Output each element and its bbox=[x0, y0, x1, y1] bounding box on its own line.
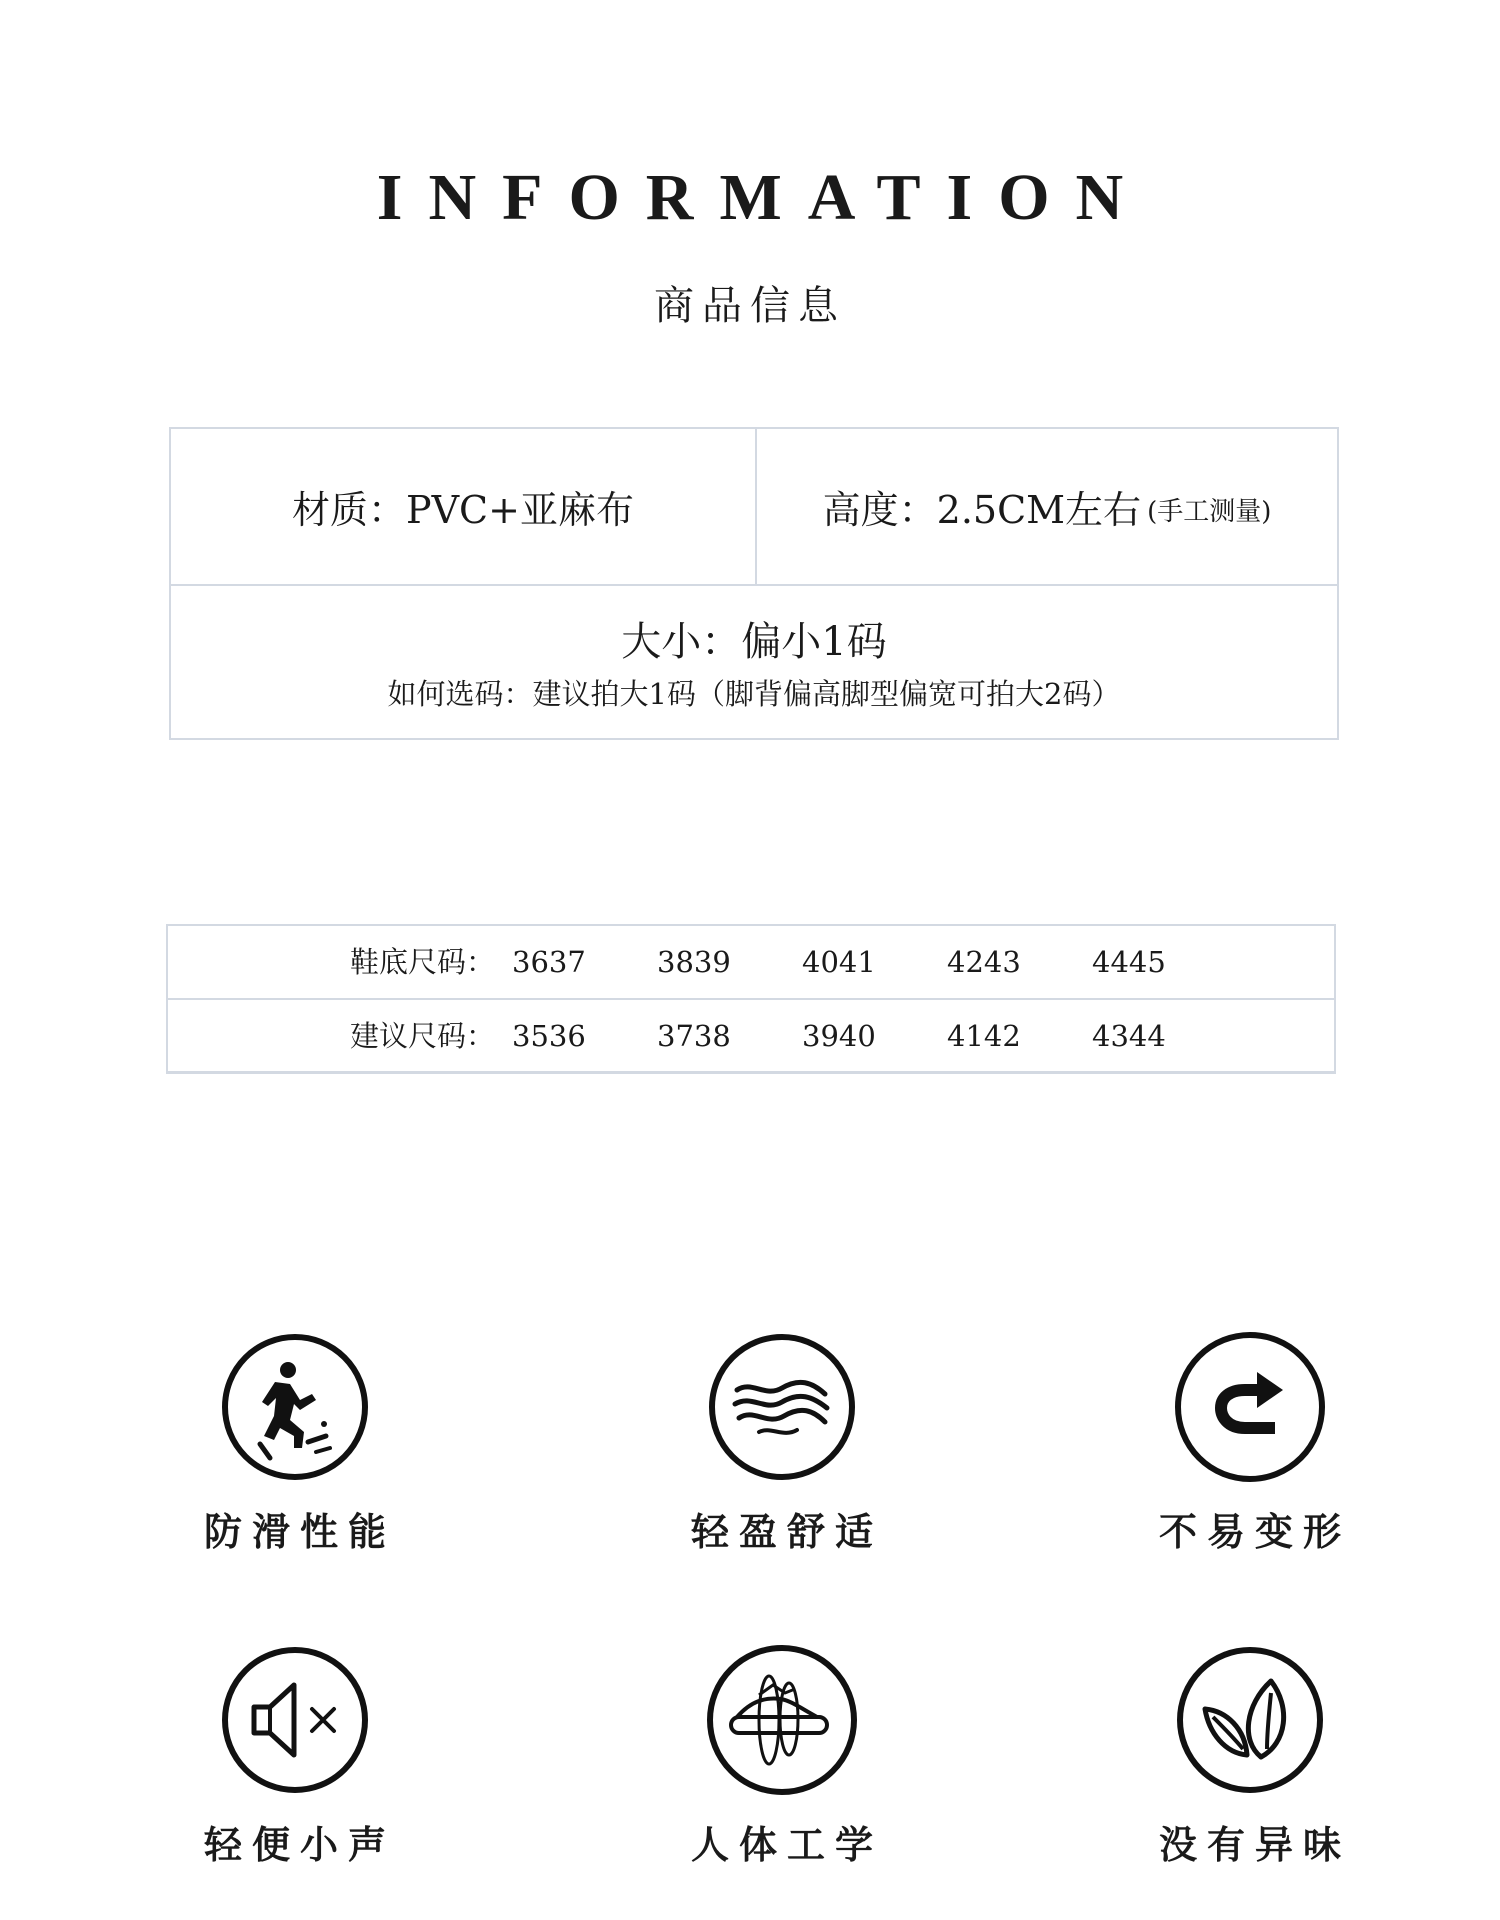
feature-quiet bbox=[175, 1645, 415, 1869]
height-note: (手工测量) bbox=[1147, 497, 1272, 527]
height-text: 高度：2.5CM左右 bbox=[822, 488, 1142, 532]
size-text: 大小：偏小1码 bbox=[621, 619, 887, 665]
return-arrow-icon bbox=[1175, 1332, 1325, 1482]
table-cell: 4344 bbox=[1092, 1019, 1166, 1053]
table-cell: 3637 bbox=[512, 945, 586, 979]
row-label: 建议尺码： bbox=[350, 1019, 496, 1053]
feature-anti-slip bbox=[175, 1332, 415, 1556]
feature-label: 不易变形 bbox=[1158, 1510, 1351, 1554]
page-title: INFORMATION bbox=[376, 161, 1150, 234]
mute-speaker-icon bbox=[220, 1645, 370, 1795]
feature-label: 轻盈舒适 bbox=[690, 1510, 883, 1554]
table-cell: 3738 bbox=[657, 1019, 731, 1053]
feature-ergonomic bbox=[662, 1645, 902, 1869]
feature-no-deform bbox=[1130, 1332, 1370, 1556]
feature-no-odor bbox=[1130, 1645, 1370, 1869]
feature-label: 没有异味 bbox=[1158, 1823, 1351, 1867]
table-cell: 4142 bbox=[947, 1019, 1021, 1053]
feature-label: 防滑性能 bbox=[203, 1510, 396, 1554]
feature-lightweight bbox=[662, 1332, 902, 1556]
anti-slip-icon bbox=[220, 1332, 370, 1482]
table-cell: 4041 bbox=[802, 945, 876, 979]
row-label: 鞋底尺码： bbox=[350, 945, 496, 979]
size-tip-text: 如何选码：建议拍大1码（脚背偏高脚型偏宽可拍大2码） bbox=[387, 677, 1121, 711]
feature-label: 人体工学 bbox=[690, 1823, 883, 1867]
material-text: 材质：PVC+亚麻布 bbox=[292, 488, 634, 532]
table-cell: 3839 bbox=[657, 945, 731, 979]
lightweight-waves-icon bbox=[707, 1332, 857, 1482]
page-subtitle: 商品信息 bbox=[654, 283, 846, 329]
table-cell: 4445 bbox=[1092, 945, 1166, 979]
leaf-icon bbox=[1175, 1645, 1325, 1795]
table-cell: 3940 bbox=[802, 1019, 876, 1053]
table-cell: 4243 bbox=[947, 945, 1021, 979]
table-cell: 3536 bbox=[512, 1019, 586, 1053]
feature-label: 轻便小声 bbox=[203, 1823, 396, 1867]
ergonomic-icon bbox=[707, 1645, 857, 1795]
